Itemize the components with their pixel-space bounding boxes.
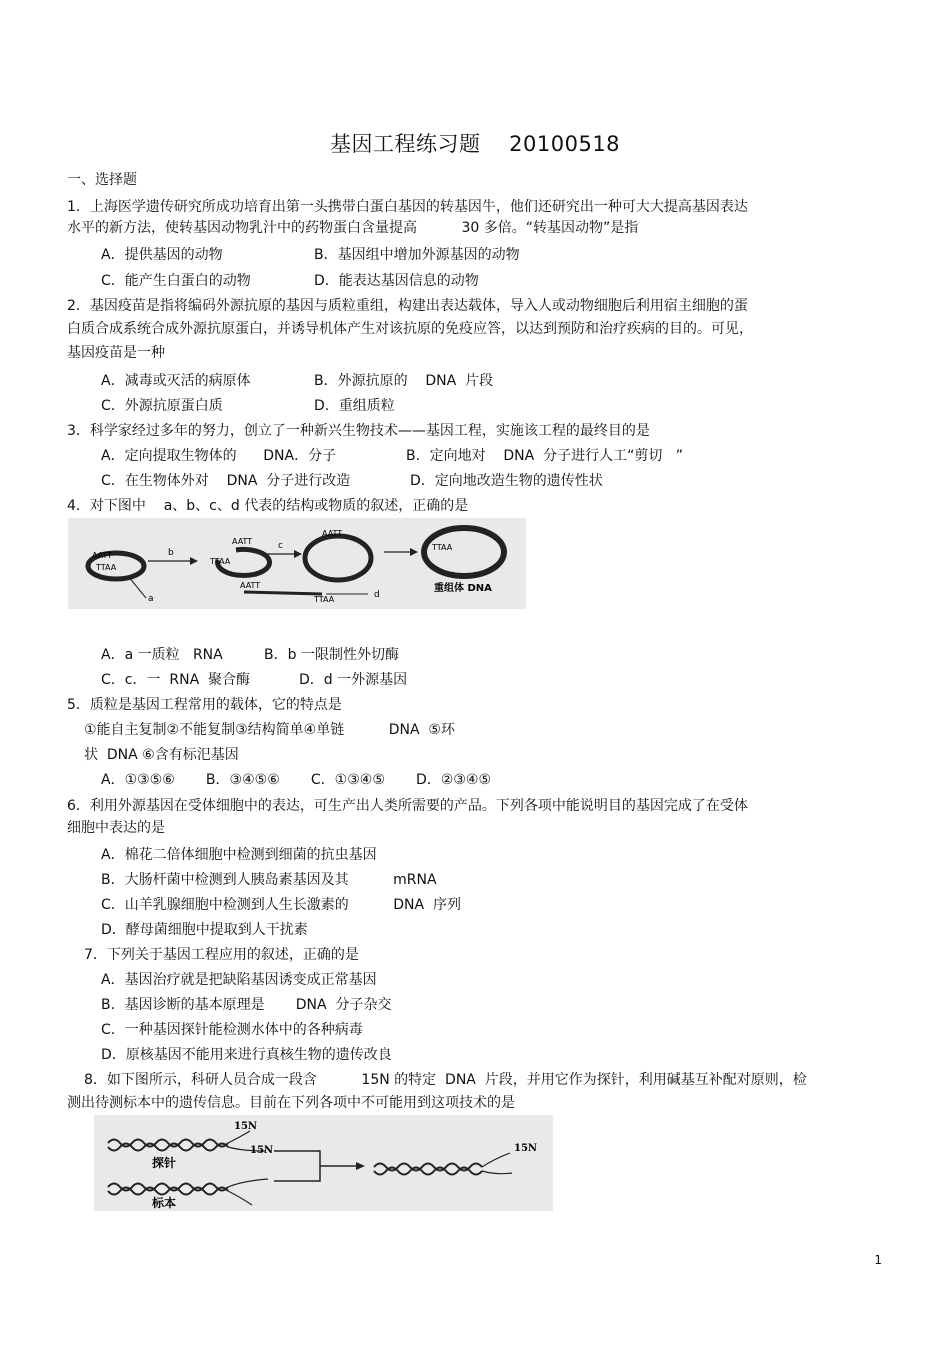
sample-label: 标本: [152, 1196, 177, 1210]
q5-items-line2: 状 DNA ⑥含有标汜基因: [84, 747, 239, 763]
page-title: 基因工程练习题 20100518: [329, 132, 621, 156]
q7-option-d: D．原核基因不能用来进行真核生物的遗传改良: [101, 1047, 392, 1063]
probe-label: 探针: [152, 1156, 177, 1170]
q8-stem-line1: 8．如下图所示，科研人员合成一段含 15N 的特定 DNA 片段，并用它作为探针，利用碱基互补配对原则，检: [84, 1072, 807, 1088]
q2-option-c: C．外源抗原蛋白质: [101, 398, 223, 414]
q2-stem-line2: 白质合成系统合成外源抗原蛋白，并诱导机体产生对该抗原的免疫应答，以达到预防和治疗疾病的目的。可见，: [67, 321, 753, 337]
recombinant-dna-label: 重组体 DNA: [434, 583, 492, 594]
label-c: c: [278, 541, 283, 551]
q6-option-a: A．棉花二倍体细胞中检测到细菌的抗虫基因: [101, 847, 377, 863]
q1-option-c: C．能产生白蛋白的动物: [101, 273, 251, 289]
fragment-aatt: AATT: [240, 581, 261, 590]
plasmid-diagram: [68, 518, 526, 609]
q3-option-b: B．定向地对 DNA 分子进行人工“剪切 ”: [406, 448, 683, 464]
q2-option-a: A．减毒或灭活的病原体: [101, 373, 251, 389]
q1-option-b: B．基因组中增加外源基因的动物: [314, 247, 520, 263]
q4-plasmid-figure: [68, 518, 526, 609]
q6-stem-line2: 细胞中表达的是: [67, 820, 165, 836]
plasmid-ring-3: [305, 536, 371, 580]
recombinant-ttaa: TTAA: [432, 543, 453, 552]
q5-stem: 5．质粒是基因工程常用的载体，它的特点是: [67, 697, 342, 713]
plasmid-1-ttaa: TTAA: [96, 563, 117, 572]
q6-option-d: D．酵母菌细胞中提取到人干扰素: [101, 922, 308, 938]
label-a: a: [148, 594, 154, 604]
q6-option-b: B．大肠杆菌中检测到人胰岛素基因及其 mRNA: [101, 872, 437, 888]
q4-stem: 4．对下图中 a、b、c、d 代表的结构或物质的叙述，正确的是: [67, 498, 469, 514]
page-number: 1: [874, 1253, 882, 1267]
q7-option-c: C．一种基因探针能检测水体中的各种病毒: [101, 1022, 363, 1038]
q7-option-b: B．基因诊断的基本原理是 DNA 分子杂交: [101, 997, 392, 1013]
q4-option-d: D．d 一外源基因: [299, 672, 408, 688]
label-b: b: [168, 548, 174, 558]
q1-option-d: D．能表达基因信息的动物: [314, 273, 479, 289]
plasmid-3-aatt: AATT: [322, 529, 343, 538]
q8-stem-line2: 测出待测标本中的遗传信息。目前在下列各项中不可能用到这项技术的是: [67, 1095, 515, 1111]
q3-option-d: D．定向地改造生物的遗传性状: [410, 473, 603, 489]
q3-stem: 3．科学家经过多年的努力，创立了一种新兴生物技术——基因工程，实施该工程的最终目的是: [67, 423, 650, 439]
q7-option-a: A．基因治疗就是把缺陷基因诱变成正常基因: [101, 972, 377, 988]
q1-option-a: A．提供基因的动物: [101, 247, 223, 263]
probe-n15-top: 15N: [234, 1121, 258, 1132]
q4-option-b: B．b 一限制性外切酶: [264, 647, 399, 663]
q8-probe-figure: [94, 1115, 553, 1211]
q6-stem-line1: 6．利用外源基因在受体细胞中的表达，可生产出人类所需要的产品。下列各项中能说明目的基因完成了在受体: [67, 798, 748, 814]
q2-option-d: D．重组质粒: [314, 398, 395, 414]
q4-option-c: C．c．一 RNA 聚合酶: [101, 672, 251, 688]
q4-option-a: A．a 一质粒 RNA: [101, 647, 223, 663]
q1-stem-line1: 1．上海医学遗传研究所成功培育出第一头携带白蛋白基因的转基因牛，他们还研究出一种可大大提高基因表达: [67, 199, 748, 215]
probe-n15-side: 15N: [250, 1145, 274, 1156]
q6-option-c: C．山羊乳腺细胞中检测到人生长激素的 DNA 序列: [101, 897, 462, 913]
q5-items-line1: ①能自主复制②不能复制③结构简单④单链 DNA ⑤环: [84, 722, 455, 738]
plasmid-2-aatt: AATT: [232, 537, 253, 546]
hybrid-n15: 15N: [514, 1143, 538, 1154]
recombinant-ring: [424, 528, 504, 576]
plasmid-2-ttaa: TTAA: [210, 557, 231, 566]
q5-options: A．①③⑤⑥ B．③④⑤⑥ C．①③④⑤ D．②③④⑤: [101, 772, 492, 788]
section-heading: 一、选择题: [67, 172, 137, 188]
q7-stem: 7．下列关于基因工程应用的叙述，正确的是: [84, 947, 359, 963]
q2-option-b: B．外源抗原的 DNA 片段: [314, 373, 494, 389]
plasmid-1-aatt: AATT: [92, 551, 113, 560]
q3-option-a: A．定向提取生物体的 DNA．分子: [101, 448, 337, 464]
q2-stem-line1: 2．基因疫苗是指将编码外源抗原的基因与质粒重组，构建出表达载体，导入人或动物细胞后利用宿主细胞的蛋: [67, 298, 748, 314]
q2-stem-line3: 基因疫苗是一种: [67, 345, 165, 361]
label-d: d: [374, 590, 380, 600]
q3-option-c: C．在生物体外对 DNA 分子进行改造: [101, 473, 351, 489]
probe-diagram: [94, 1115, 553, 1211]
q1-stem-line2: 水平的新方法，使转基因动物乳汁中的药物蛋白含量提高 30 多倍。“转基因动物”是指: [67, 220, 639, 236]
fragment-ttaa: TTAA: [314, 595, 335, 604]
